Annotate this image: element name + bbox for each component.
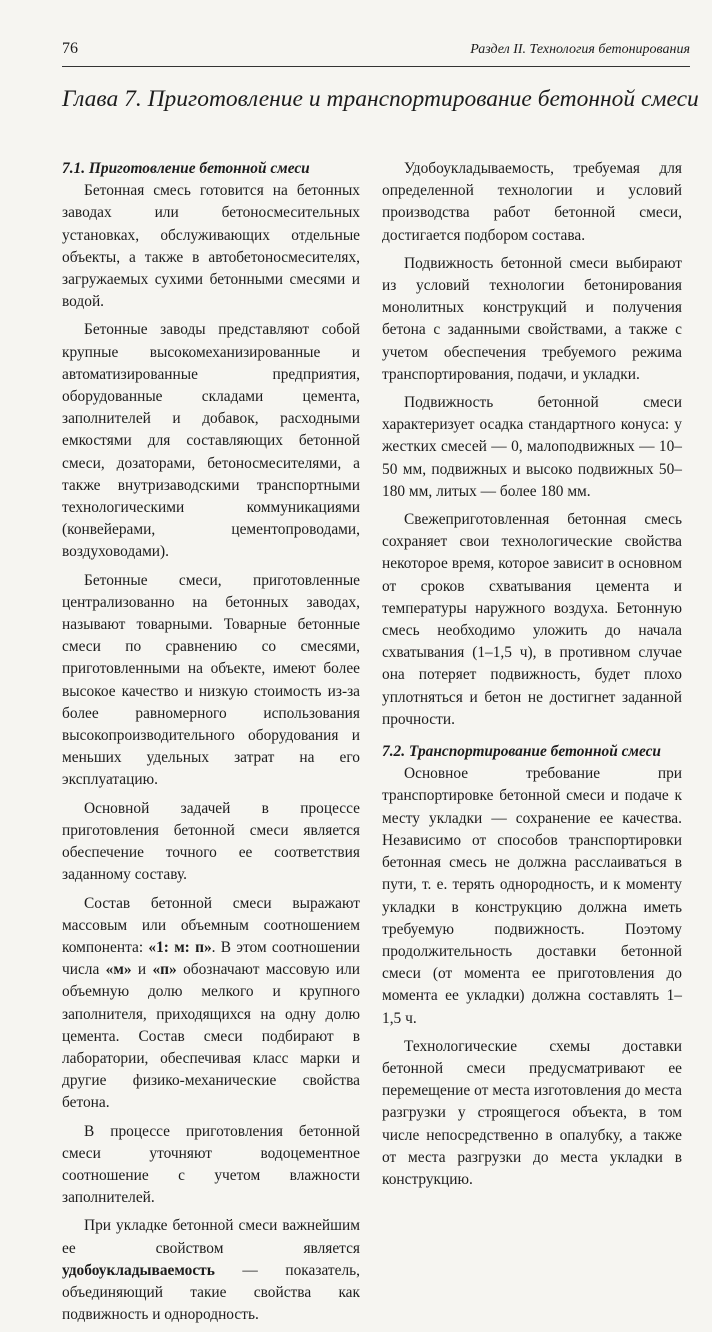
paragraph: Свежеприготовленная бетонная смесь сохраняет свои технологические свойства некоторое время, которое зависит в основном от сроков схватывания цемента и температуры наружного воздуха. Бетонную смесь необходимо уложить до начала схватывания (1–1,5 ч), в противном случае она потеряет подвижность, будет плохо уплотняться и бетон не достигнет заданной прочности. <box>382 511 682 728</box>
symbol-m: «м» <box>105 961 132 979</box>
paragraph: Бетонная смесь готовится на бетонных заводах или бетоносмесительных установках, обслуживающих отдельные объекты, а также в автобетоносмесителях, загружаемых сухими бетонными смесями и водой. <box>62 182 360 311</box>
paragraph: Основной задачей в процессе приготовления бетонной смеси является обеспечение точного ее соответствия заданному составу. <box>62 799 360 884</box>
page-number: 76 <box>62 40 78 57</box>
paragraph: Бетонные смеси, приготовленные централизованно на бетонных заводах, называют товарными. Товарные бетонные смеси по сравнению со смесями, приготовленными на объекте, имеют более высокое качество и низкую стоимость из-за более равномерного использования высокопроизводительного оборудования и меньших удельных затрат на его эксплуатацию. <box>62 571 360 789</box>
paragraph: Подвижность бетонной смеси выбирают из условий технологии бетонирования монолитных конструкций и получения бетона с заданными свойствами, а также с учетом обеспечения требуемого режима транспортирования, подачи, и укладки. <box>382 254 682 383</box>
text-run: Состав бетонной смеси выражают массовым или объемным соотношением компонента: <box>62 894 360 956</box>
chapter-title: Глава 7. Приготовление и транспортирование бетонной смеси <box>62 86 699 112</box>
text-run: — показатель, объединяющий такие свойства как подвижность и однородность. <box>62 1261 360 1324</box>
paragraph: Подвижность бетонной смеси характеризует осадка стандартного конуса: у жестких смесей — 0, малоподвижных — 10–50 мм, подвижных и высоко подвижных 50–180 мм, литых — более 180 мм. <box>382 394 682 500</box>
right-column <box>382 158 682 1197</box>
text-run: и <box>131 961 153 979</box>
running-header <box>62 40 690 67</box>
paragraph: Основное требование при транспортировке бетонной смеси и подаче к месту укладки — сохранение ее качества. Независимо от способов транспортировки бетонная смесь не должна расслаиваться в пути, т. е. терять однородность, и к моменту укладки в конструкцию должна иметь требуемую подвижность. Поэтому продолжительность доставки бетонной смеси (от момента ее приготовления до момента ее укладки) должна составлять 1–1,5 ч. <box>382 765 682 1027</box>
paragraph: В процессе приготовления бетонной смеси уточняют водоцементное соотношение с учетом влажности заполнителей. <box>62 1122 360 1207</box>
text-run: . В этом соотношении числа <box>62 938 360 979</box>
text-run: обозначают массовую или объемную долю мелкого и крупного заполнителя, приходящихся на одну долю цемента. Состав смеси подбирают в лаборатории, обеспечивая класс марки и другие физико-механические свойства бетона. <box>62 961 361 1112</box>
section-heading-7-1: 7.1. Приготовление бетонной смеси <box>62 160 310 177</box>
section-heading-7-2: 7.2. Транспортирование бетонной смеси <box>382 743 661 761</box>
paragraph: Технологические схемы доставки бетонной смеси предусматривают ее перемещение от места изготовления до места разгрузки у строящегося объекта, в том числе непосредственно в опалубку, а также от места разгрузки до места укладки в конструкцию. <box>382 1037 682 1188</box>
paragraph <box>62 893 360 1115</box>
ratio-formula: «1: м: п» <box>148 938 212 956</box>
left-column <box>62 158 360 1332</box>
symbol-p: «п» <box>152 961 177 979</box>
section-title: Раздел II. Технология бетонирования <box>470 42 690 57</box>
key-term: удобоукладываемость <box>62 1261 215 1279</box>
paragraph: Бетонные заводы представляют собой крупные высокомеханизированные и автоматизированные предприятия, оборудованные складами цемента, заполнителей и добавок, расходными емкостями для составляющих бетонной смеси, дозаторами, бетоносмесителями, а также внутризаводскими транспортными технологическими коммуникациями (конвейерами, цементопроводами, воздуховодами). <box>62 321 360 561</box>
text-run: При укладке бетонной смеси важнейшим ее свойством является <box>62 1217 360 1257</box>
paragraph: Удобоукладываемость, требуемая для определенной технологии и условий производства работ бетонной смеси, достигается подбором состава. <box>382 160 682 244</box>
paragraph <box>62 1215 360 1326</box>
